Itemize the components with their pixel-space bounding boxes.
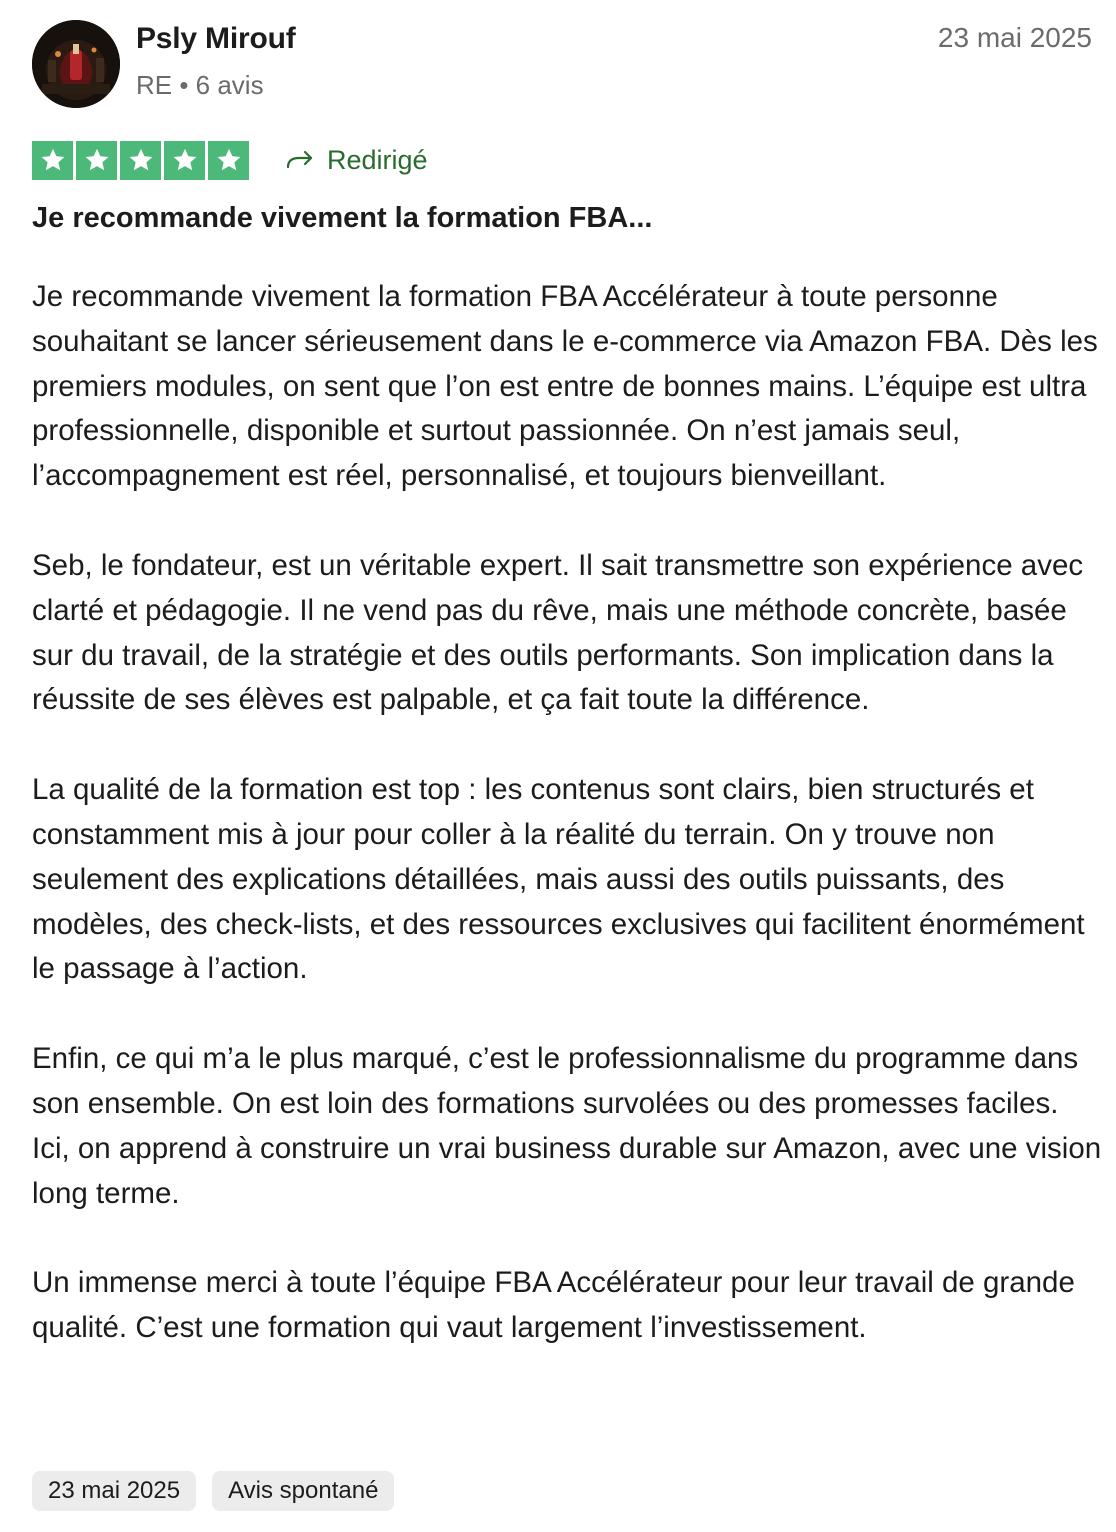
star-icon	[32, 141, 73, 180]
review-tags	[32, 1471, 394, 1511]
review-type-tag: Avis spontané	[212, 1471, 394, 1511]
star-icon	[120, 141, 161, 180]
review-paragraph: Je recommande vivement la formation FBA Accélérateur à toute personne souhaitant se lancer sérieusement dans le e-commerce via Amazon FBA. Dès les premiers modules, on sent que l’on est entre de bonnes mains. L’équipe est ultra professionnelle, disponible et surtout passionnée. On n’est jamais seul, l’accompagnement est réel, personnalisé, et toujours bienveillant.	[32, 280, 1098, 493]
review-header	[32, 20, 1092, 110]
review-paragraph: La qualité de la formation est top : les contenus sont clairs, bien structurés et constamment mis à jour pour coller à la réalité du terrain. On y trouve non seulement des explications détaillées, mais aussi des outils puissants, des modèles, des check-lists, et des ressources exclusives qui facilitent énormément le passage à l’action.	[32, 773, 1085, 986]
rating-row	[32, 140, 428, 180]
avatar[interactable]	[32, 20, 120, 108]
experience-date-tag: 23 mai 2025	[32, 1471, 196, 1511]
redirect-label[interactable]	[285, 145, 428, 176]
star-icon	[208, 141, 249, 180]
review-paragraph: Seb, le fondateur, est un véritable expert. Il sait transmettre son expérience avec clarté et pédagogie. Il ne vend pas du rêve, mais une méthode concrète, basée sur du travail, de la stratégie et des outils performants. Son implication dans la réussite de ses élèves est palpable, et ça fait toute la différence.	[32, 548, 1084, 717]
review-paragraph: Un immense merci à toute l’équipe FBA Accélérateur pour leur travail de grande qualité. C’est une formation qui vaut largement l’investissement.	[32, 1266, 1075, 1345]
redirect-text: Redirigé	[327, 144, 428, 175]
review-body	[32, 275, 1102, 1396]
redirect-arrow-icon	[285, 149, 315, 171]
review-date: 23 mai 2025	[937, 22, 1092, 53]
review-paragraph: Enfin, ce qui m’a le plus marqué, c’est le professionnalisme du programme dans son ensemble. On est loin des formations survolées ou des promesses faciles. Ici, on apprend à construire un vrai business durable sur Amazon, avec une vision long terme.	[32, 1042, 1102, 1210]
star-icon	[76, 141, 117, 180]
user-meta: RE • 6 avis	[136, 70, 264, 100]
review-card	[32, 20, 1102, 1504]
star-icon	[164, 141, 205, 180]
user-name[interactable]: Psly Mirouf	[136, 22, 296, 55]
review-title[interactable]: Je recommande vivement la formation FBA...	[32, 202, 653, 234]
star-rating	[32, 141, 249, 180]
